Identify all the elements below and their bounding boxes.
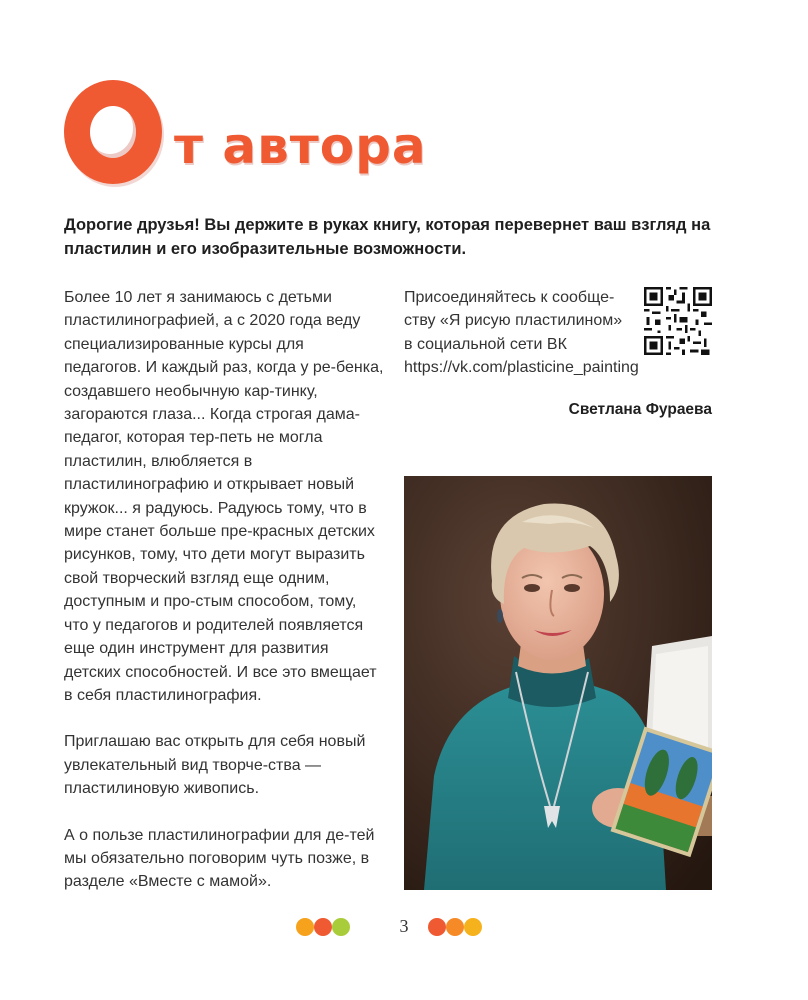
body-paragraph: Приглашаю вас открыть для себя новый увлекательный вид творче-ства — пластилиновую живопись. [64, 733, 366, 798]
green-dot-icon [332, 918, 350, 936]
page-title [64, 78, 484, 188]
orange-dot-icon [446, 918, 464, 936]
title-first-letter [64, 80, 162, 184]
yellow-dot-icon [464, 918, 482, 936]
red-dot-icon [314, 918, 332, 936]
title-text: т автора [174, 117, 427, 175]
author-name: Светлана Фураева [568, 401, 712, 418]
qr-code-icon[interactable] [644, 287, 712, 355]
author-photo [404, 476, 712, 890]
page-number: 3 [399, 916, 409, 936]
lead-paragraph: Дорогие друзья! Вы держите в руках книгу, которая перевернет ваш взгляд на пластилин и его изобразительные возможности. [64, 216, 711, 258]
community-note: Присоединяйтесь к сообще-ству «Я рисую пластилином» в социальной сети ВК https://vk.com/plasticine_painting [404, 289, 639, 377]
orange-dot-icon [296, 918, 314, 936]
red-dot-icon [428, 918, 446, 936]
body-column [64, 286, 384, 917]
body-paragraph: А о пользе пластилинографии для де-тей мы обязательно поговорим чуть позже, в разделе «Вместе с мамой». [64, 826, 375, 891]
body-paragraph: Более 10 лет я занимаюсь с детьми пластилинографией, а с 2020 года веду специализированные курсы для педагогов. И каждый раз, когда у ре-бенка, создавшего необычную кар-тинку, загораются глаза... Когда строгая дама-педагог, которая тер-петь не могла пластилин, влюбляется в пластилинографию и открывает новый кружок... я радуюсь. Радуюсь тому, что в мире станет больше пре-красных детских рисунков, тому, что дети могут выразить свой творческий взгляд еще одним, доступным и про-стым способом, тому, что у педагогов и родителей появляется еще один инструмент для развития детских способностей. И все это вмещает в себя пластилинография. [64, 289, 384, 704]
